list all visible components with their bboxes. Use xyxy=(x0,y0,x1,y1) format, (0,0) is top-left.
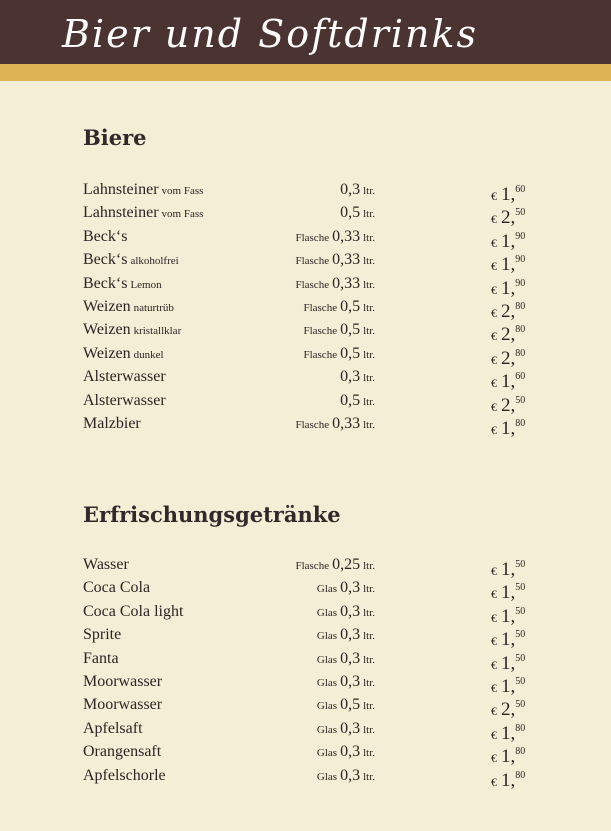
price-main: 2, xyxy=(501,347,516,369)
item-note: vom Fass xyxy=(161,185,204,197)
item-quantity xyxy=(295,272,375,297)
item-note: Lemon xyxy=(130,278,162,291)
item-quantity xyxy=(317,647,375,672)
price-cents: 50 xyxy=(515,675,526,687)
item-amount: 0,3 xyxy=(340,649,361,667)
item-amount: 0,33 xyxy=(332,251,361,269)
section-title: Biere xyxy=(83,125,147,150)
menu-item-row xyxy=(83,248,543,276)
item-name xyxy=(83,201,203,226)
item-unit: ltr. xyxy=(363,676,375,689)
item-quantity xyxy=(340,178,375,203)
item-name xyxy=(83,318,181,343)
item-name-text: Moorwasser xyxy=(83,672,163,690)
item-unit: ltr. xyxy=(363,255,375,268)
price-cents: 80 xyxy=(515,769,526,781)
item-name xyxy=(83,553,129,576)
currency-symbol: € xyxy=(491,329,497,344)
item-amount: 0,3 xyxy=(340,719,361,737)
item-name xyxy=(83,623,121,646)
item-unit: ltr. xyxy=(363,185,375,197)
price-main: 1, xyxy=(501,769,516,791)
menu-item-row xyxy=(83,740,543,768)
menu-item-row xyxy=(83,553,543,580)
menu-item-row xyxy=(83,670,543,697)
menu-item-row xyxy=(83,201,543,229)
menu-item-row xyxy=(83,318,543,346)
item-note: alkoholfrei xyxy=(130,255,179,268)
item-quantity xyxy=(340,389,375,414)
item-quantity xyxy=(317,670,375,695)
item-price xyxy=(491,412,525,442)
item-quantity xyxy=(340,201,375,226)
item-name xyxy=(83,600,183,623)
price-main: 1, xyxy=(501,230,516,252)
price-cents: 50 xyxy=(515,605,526,617)
price-main: 1, xyxy=(501,254,516,276)
menu-item-row xyxy=(83,693,543,721)
item-quantity xyxy=(340,365,375,390)
price-cents: 80 xyxy=(515,722,526,734)
price-main: 1, xyxy=(501,417,516,439)
price-main: 1, xyxy=(501,582,516,604)
item-container: Glas xyxy=(316,770,338,783)
price-cents: 50 xyxy=(515,652,526,664)
item-unit: ltr. xyxy=(363,418,375,431)
item-name xyxy=(83,576,150,599)
item-name-text: Beck‘s xyxy=(83,227,128,245)
item-amount: 0,3 xyxy=(340,368,361,386)
item-name xyxy=(83,764,166,787)
currency-symbol: € xyxy=(491,399,497,414)
item-amount: 0,25 xyxy=(332,556,361,573)
menu-item-row xyxy=(83,717,543,744)
item-container: Glas xyxy=(316,700,338,713)
item-name-text: Beck‘s xyxy=(83,274,128,292)
item-name xyxy=(83,248,179,273)
item-name xyxy=(83,272,162,297)
price-main: 1, xyxy=(501,652,516,674)
menu-item-row xyxy=(83,412,543,439)
item-quantity xyxy=(303,318,375,343)
item-amount: 0,5 xyxy=(340,696,361,714)
price-main: 2, xyxy=(501,699,516,721)
item-note: dunkel xyxy=(133,348,164,361)
price-main: 1, xyxy=(501,559,516,580)
item-container: Flasche xyxy=(295,560,330,572)
currency-symbol: € xyxy=(491,634,497,649)
item-amount: 0,33 xyxy=(332,414,361,432)
price-cents: 80 xyxy=(515,417,526,429)
currency-symbol: € xyxy=(491,235,497,250)
menu-item-row xyxy=(83,295,543,322)
item-note: kristallklar xyxy=(133,325,182,338)
item-quantity xyxy=(317,740,375,765)
item-name-text: Alsterwasser xyxy=(83,391,166,409)
price-main: 1, xyxy=(501,722,516,744)
item-unit: ltr. xyxy=(363,395,375,408)
item-container: Flasche xyxy=(303,301,338,314)
section-title: Erfrischungsgetränke xyxy=(83,502,341,527)
item-container: Flasche xyxy=(303,348,338,361)
item-container: Glas xyxy=(316,676,338,689)
item-container: Flasche xyxy=(295,255,330,268)
item-container: Glas xyxy=(316,747,338,760)
price-cents: 90 xyxy=(515,277,526,289)
price-cents: 80 xyxy=(515,300,526,312)
item-note: vom Fass xyxy=(161,208,204,221)
price-cents: 50 xyxy=(515,207,526,219)
price-main: 1, xyxy=(501,746,516,768)
item-amount: 0,3 xyxy=(340,672,361,690)
item-container: Glas xyxy=(316,723,338,736)
item-name-text: Weizen xyxy=(83,321,131,339)
item-quantity xyxy=(317,693,375,718)
price-main: 2, xyxy=(501,300,516,322)
item-amount: 0,5 xyxy=(340,297,361,315)
item-amount: 0,3 xyxy=(340,579,361,597)
item-name xyxy=(83,225,127,248)
item-unit: ltr. xyxy=(363,301,375,314)
item-unit: ltr. xyxy=(363,606,375,619)
item-amount: 0,3 xyxy=(340,181,361,198)
item-quantity xyxy=(317,576,375,601)
item-name xyxy=(83,295,174,320)
item-unit: ltr. xyxy=(363,372,375,385)
item-container: Glas xyxy=(316,630,338,643)
item-name-text: Alsterwasser xyxy=(83,368,166,386)
currency-symbol: € xyxy=(491,376,497,391)
item-unit: ltr. xyxy=(363,560,375,572)
item-name xyxy=(83,740,161,763)
item-unit: ltr. xyxy=(363,653,375,666)
header-bar xyxy=(0,0,611,64)
item-name-text: Lahnsteiner xyxy=(83,181,159,198)
item-quantity xyxy=(295,225,375,250)
item-container: Glas xyxy=(316,583,338,596)
currency-symbol: € xyxy=(491,680,497,695)
item-unit: ltr. xyxy=(363,583,375,596)
menu-list xyxy=(83,178,543,439)
page-title: Bier und Softdrinks xyxy=(62,12,479,56)
item-amount: 0,5 xyxy=(340,344,361,362)
currency-symbol: € xyxy=(491,282,497,297)
item-container: Flasche xyxy=(295,418,330,431)
item-name-text: Weizen xyxy=(83,344,131,362)
item-name-text: Moorwasser xyxy=(83,696,163,714)
price-main: 1, xyxy=(501,371,516,393)
item-name xyxy=(83,412,141,435)
item-unit: ltr. xyxy=(363,208,375,221)
price-main: 1, xyxy=(501,629,516,651)
item-name-text: Beck‘s xyxy=(83,251,128,269)
item-unit: ltr. xyxy=(363,348,375,361)
menu-item-row xyxy=(83,342,543,369)
price-cents: 80 xyxy=(515,746,526,758)
item-quantity xyxy=(295,412,375,437)
item-amount: 0,33 xyxy=(332,274,361,292)
item-unit: ltr. xyxy=(363,700,375,713)
item-name xyxy=(83,647,119,670)
item-amount: 0,5 xyxy=(340,321,361,339)
menu-item-row xyxy=(83,647,543,674)
item-name xyxy=(83,670,162,693)
price-main: 1, xyxy=(501,184,516,205)
item-name-text: Orangensaft xyxy=(83,743,162,761)
item-amount: 0,3 xyxy=(340,626,361,644)
item-name-text: Apfelsaft xyxy=(83,719,143,737)
item-name xyxy=(83,717,143,740)
menu-item-row xyxy=(83,225,543,252)
item-name-text: Lahnsteiner xyxy=(83,204,159,222)
item-container: Flasche xyxy=(295,231,330,244)
item-quantity xyxy=(317,764,375,789)
menu-item-row xyxy=(83,178,543,205)
item-name-text: Coca Cola xyxy=(83,579,151,597)
item-name-text: Coca Cola light xyxy=(83,602,184,620)
item-amount: 0,3 xyxy=(340,743,361,761)
currency-symbol: € xyxy=(491,587,497,602)
menu-item-row xyxy=(83,389,543,416)
price-cents: 50 xyxy=(515,559,526,570)
menu-item-row xyxy=(83,764,543,791)
menu-item-row xyxy=(83,600,543,627)
currency-symbol: € xyxy=(491,751,497,766)
currency-symbol: € xyxy=(491,189,497,203)
item-name-text: Malzbier xyxy=(83,414,141,432)
item-unit: ltr. xyxy=(363,278,375,291)
item-quantity xyxy=(303,342,375,367)
item-name-text: Sprite xyxy=(83,626,122,644)
currency-symbol: € xyxy=(491,657,497,672)
item-unit: ltr. xyxy=(363,231,375,244)
item-unit: ltr. xyxy=(363,770,375,783)
price-cents: 90 xyxy=(515,230,526,242)
item-name xyxy=(83,693,162,716)
item-price xyxy=(491,764,525,794)
currency-symbol: € xyxy=(491,422,497,437)
currency-symbol: € xyxy=(491,774,497,789)
price-main: 1, xyxy=(501,277,516,299)
item-name-text: Weizen xyxy=(83,297,131,315)
item-amount: 0,3 xyxy=(340,602,361,620)
section-softdrinks xyxy=(83,502,543,527)
item-name-text: Wasser xyxy=(83,556,129,573)
price-cents: 50 xyxy=(515,394,526,406)
price-cents: 80 xyxy=(515,324,526,336)
item-unit: ltr. xyxy=(363,747,375,760)
item-quantity xyxy=(317,600,375,625)
currency-symbol: € xyxy=(491,727,497,742)
price-main: 2, xyxy=(501,324,516,346)
item-quantity xyxy=(295,553,375,578)
item-name xyxy=(83,342,164,367)
header-accent-stripe xyxy=(0,64,611,81)
currency-symbol: € xyxy=(491,610,497,625)
currency-symbol: € xyxy=(491,212,497,227)
price-cents: 80 xyxy=(515,347,526,359)
item-container: Glas xyxy=(316,606,338,619)
currency-symbol: € xyxy=(491,704,497,719)
item-unit: ltr. xyxy=(363,630,375,643)
item-container: Flasche xyxy=(295,278,330,291)
item-unit: ltr. xyxy=(363,723,375,736)
item-name xyxy=(83,365,166,388)
item-name xyxy=(83,178,203,203)
currency-symbol: € xyxy=(491,259,497,274)
item-amount: 0,5 xyxy=(340,204,361,222)
item-container: Glas xyxy=(316,653,338,666)
item-amount: 0,33 xyxy=(332,227,361,245)
item-amount: 0,3 xyxy=(340,766,361,784)
item-quantity xyxy=(317,717,375,742)
price-main: 2, xyxy=(501,394,516,416)
price-main: 1, xyxy=(501,675,516,697)
menu-item-row xyxy=(83,365,543,393)
item-quantity xyxy=(317,623,375,648)
price-cents: 50 xyxy=(515,629,526,641)
currency-symbol: € xyxy=(491,352,497,367)
item-quantity xyxy=(303,295,375,320)
item-note: naturtrüb xyxy=(133,301,174,314)
item-name xyxy=(83,389,166,412)
currency-symbol: € xyxy=(491,564,497,578)
price-cents: 50 xyxy=(515,699,526,711)
price-cents: 50 xyxy=(515,582,526,594)
price-main: 2, xyxy=(501,207,516,229)
item-container: Flasche xyxy=(303,325,338,338)
currency-symbol: € xyxy=(491,305,497,320)
item-name-text: Apfelschorle xyxy=(83,766,166,784)
price-cents: 60 xyxy=(515,184,526,195)
item-amount: 0,5 xyxy=(340,391,361,409)
menu-list xyxy=(83,553,543,791)
item-quantity xyxy=(295,248,375,273)
price-main: 1, xyxy=(501,605,516,627)
section-beers xyxy=(83,125,543,150)
menu-item-row xyxy=(83,576,543,604)
price-cents: 90 xyxy=(515,254,526,266)
item-unit: ltr. xyxy=(363,325,375,338)
menu-item-row xyxy=(83,623,543,651)
menu-item-row xyxy=(83,272,543,299)
item-name-text: Fanta xyxy=(83,649,119,667)
price-cents: 60 xyxy=(515,371,526,383)
